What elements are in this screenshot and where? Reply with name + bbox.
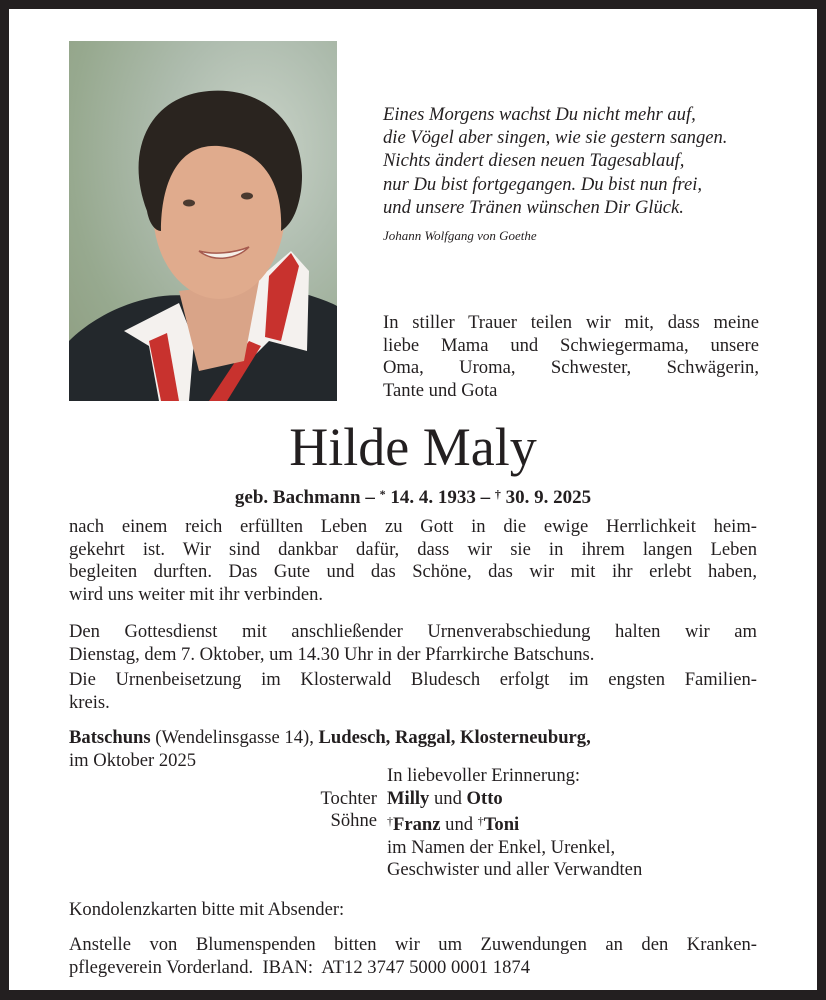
sons-row bbox=[289, 810, 642, 837]
paragraph-service bbox=[69, 621, 757, 666]
death-date: 30. 9. 2025 bbox=[500, 487, 592, 508]
place-batschuns: Batschuns bbox=[69, 727, 151, 748]
death-cross-icon: † bbox=[387, 814, 393, 829]
text-line: nach einem reich erfüllten Leben zu Gott in die ewige Herrlichkeit heim- bbox=[69, 516, 757, 537]
birth-date: 14. 4. 1933 bbox=[385, 487, 476, 508]
quote-line: und unsere Tränen wünschen Dir Glück. bbox=[383, 196, 684, 218]
son-in-law-name: Otto bbox=[466, 787, 503, 809]
donation-note bbox=[69, 934, 757, 979]
intro-line: Oma, Uroma, Schwester, Schwägerin, bbox=[383, 357, 759, 379]
portrait-photo bbox=[69, 41, 337, 401]
daughter-row bbox=[289, 788, 642, 811]
separator: – bbox=[475, 487, 495, 508]
quote-author: Johann Wolfgang von Goethe bbox=[383, 228, 537, 244]
son-name: Toni bbox=[483, 814, 520, 836]
family-line: Geschwister und aller Verwandten bbox=[387, 859, 643, 881]
places: Ludesch, Raggal, Klosterneuburg, bbox=[318, 727, 591, 748]
address: (Wendelinsgasse 14), bbox=[150, 727, 319, 748]
death-cross-icon: † bbox=[494, 487, 501, 501]
portrait-image bbox=[69, 41, 337, 401]
daughter-name: Milly bbox=[387, 787, 430, 809]
condolence-note: Kondolenzkarten bitte mit Absender: bbox=[69, 899, 345, 920]
son-name: Franz bbox=[393, 814, 441, 836]
family-heading: In liebevoller Erinnerung: bbox=[387, 765, 581, 786]
text-line: Den Gottesdienst mit anschließender Urnenverabschiedung halten wir am bbox=[69, 621, 757, 642]
death-cross-icon: † bbox=[477, 814, 484, 829]
paragraph-life bbox=[69, 516, 757, 606]
intro-line: In stiller Trauer teilen wir mit, dass meine bbox=[383, 312, 759, 333]
date-line: im Oktober 2025 bbox=[69, 749, 197, 771]
text-line: Die Urnenbeisetzung im Klosterwald Bludesch erfolgt im engsten Familien- bbox=[69, 669, 757, 690]
poem-quote bbox=[383, 103, 793, 247]
and-text: und bbox=[429, 787, 467, 809]
location-line bbox=[69, 727, 757, 750]
and-text: und bbox=[440, 814, 478, 836]
birth-death-line bbox=[0, 482, 826, 510]
iban-line: pflegeverein Vorderland. IBAN: AT12 3747 5000 0001 1874 bbox=[69, 956, 530, 978]
birth-star-icon: * bbox=[379, 487, 386, 501]
quote-line: nur Du bist fortgegangen. Du bist nun frei, bbox=[383, 173, 703, 195]
quote-line: die Vögel aber singen, wie sie gestern sangen. bbox=[383, 127, 728, 149]
quote-line: Nichts ändert diesen neuen Tagesablauf, bbox=[383, 150, 685, 172]
maiden-name: geb. Bachmann bbox=[234, 487, 361, 508]
intro-line: liebe Mama und Schwiegermama, unsere bbox=[383, 334, 759, 356]
paragraph-burial bbox=[69, 669, 757, 714]
obituary-page bbox=[9, 9, 817, 990]
text-line: gekehrt ist. Wir sind dankbar dafür, dass wir sie in ihrem langen Leben bbox=[69, 538, 757, 560]
family-list bbox=[289, 765, 642, 882]
quote-line: Eines Morgens wachst Du nicht mehr auf, bbox=[383, 104, 696, 125]
text-line: wird uns weiter mit ihr verbinden. bbox=[69, 583, 324, 605]
intro-text bbox=[383, 312, 759, 403]
intro-line: Tante und Gota bbox=[383, 380, 498, 402]
text-line: begleiten durften. Das Gute und das Schöne, das wir mit ihr erlebt haben, bbox=[69, 561, 757, 583]
separator: – bbox=[360, 487, 380, 508]
family-line: im Namen der Enkel, Urenkel, bbox=[387, 836, 616, 858]
sons-label: Söhne bbox=[330, 810, 377, 832]
text-line: Dienstag, dem 7. Oktober, um 14.30 Uhr in der Pfarrkirche Batschuns. bbox=[69, 643, 595, 665]
text-line: kreis. bbox=[69, 691, 110, 713]
text-line: Anstelle von Blumenspenden bitten wir um Zuwendungen an den Kranken- bbox=[69, 934, 757, 955]
deceased-name: Hilde Maly bbox=[289, 417, 537, 477]
daughter-label: Tochter bbox=[320, 787, 377, 809]
